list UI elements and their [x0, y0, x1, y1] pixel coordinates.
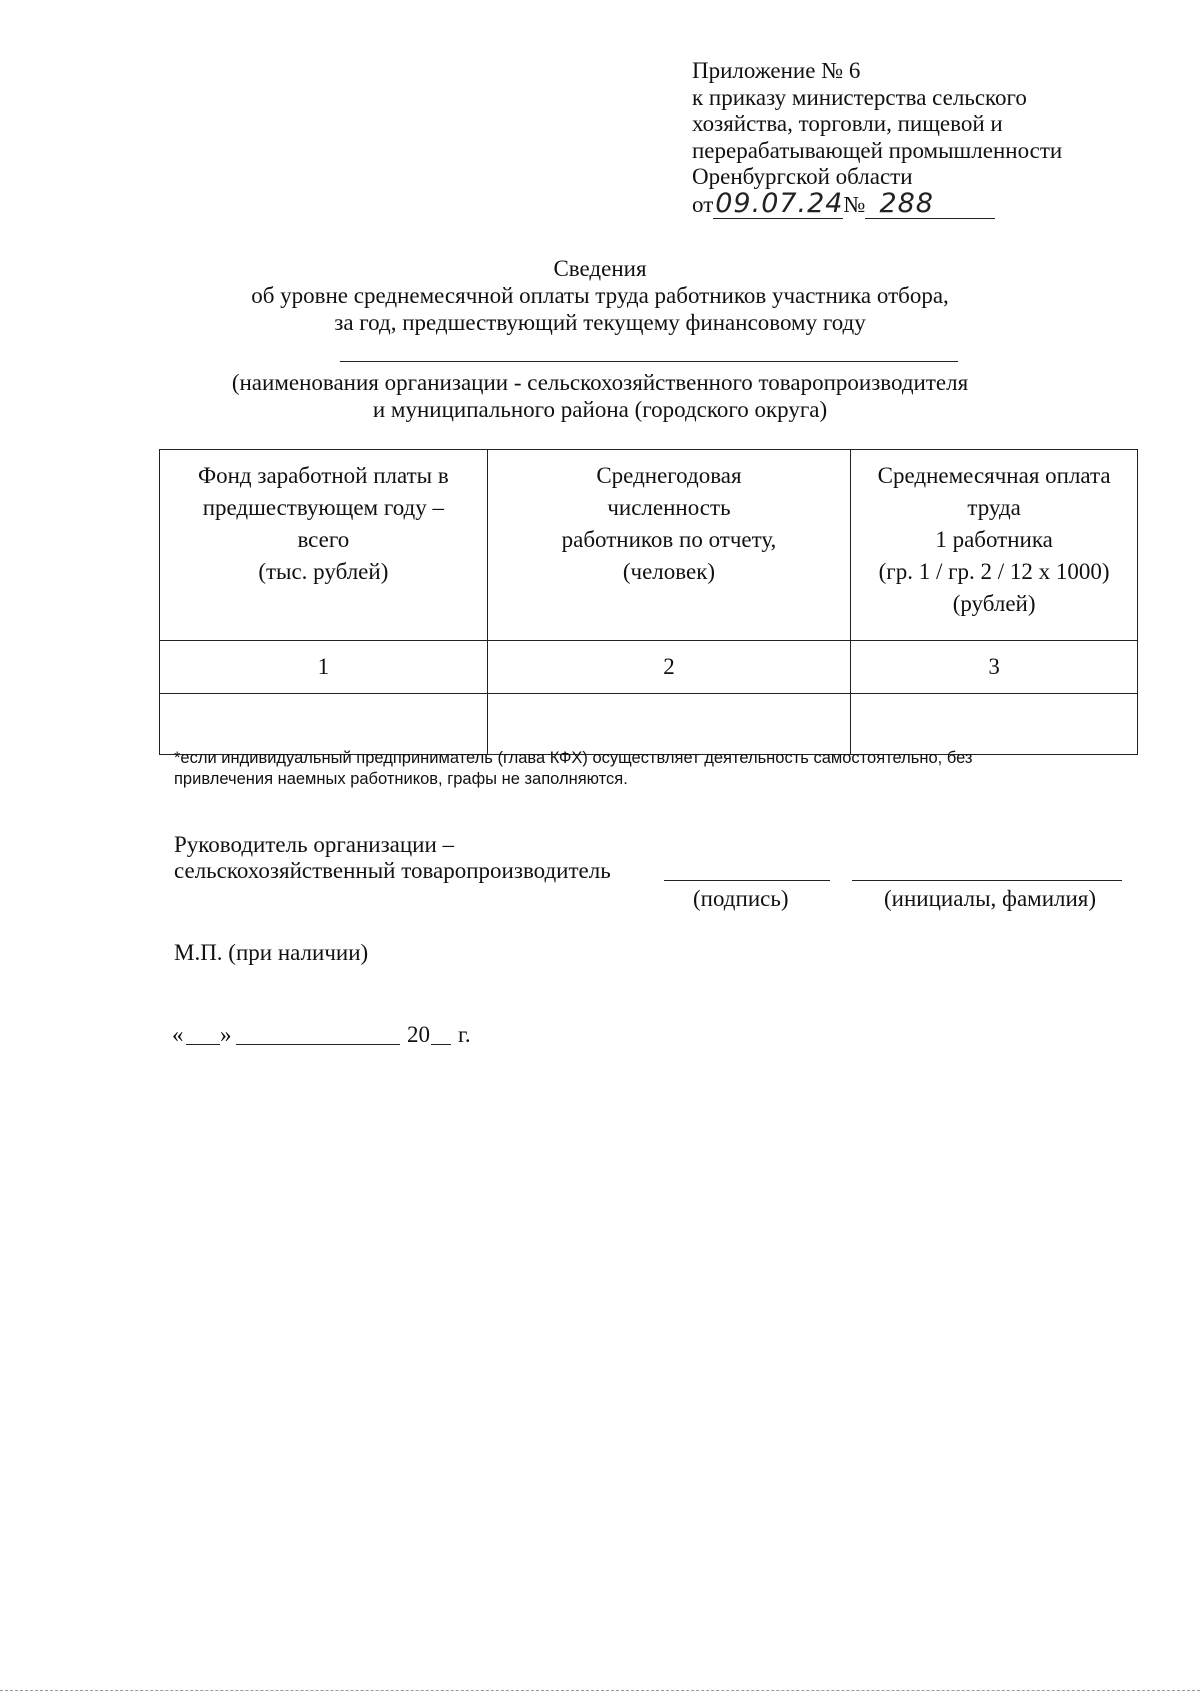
column-number: 3 [851, 641, 1138, 694]
handwritten-date: 09.07.24 [715, 187, 844, 219]
scan-edge [0, 1690, 1200, 1691]
table-cell[interactable] [160, 694, 488, 755]
organization-caption: (наименования организации - сельскохозяйственного товаропроизводителя [231, 370, 969, 395]
table-cell[interactable] [851, 694, 1138, 755]
table-cell[interactable] [487, 694, 851, 755]
header-cell-average-pay: Среднемесячная оплата труда 1 работника (гр. 1 / гр. 2 / 12 x 1000) (рублей) [851, 450, 1138, 641]
footnote-line: *если индивидуальный предприниматель (глава КФХ) осуществляет деятельность самостоятельно, без [174, 749, 973, 767]
appendix-ref-line: хозяйства, торговли, пищевой и [692, 111, 1003, 136]
document-subtitle: за год, предшествующий текущему финансовому году [334, 310, 866, 335]
document-title: Сведения [553, 256, 647, 281]
date-open-quote: « [172, 1022, 184, 1047]
year-field-line[interactable] [431, 1044, 451, 1045]
name-caption: (инициалы, фамилия) [884, 886, 1097, 911]
header-cell-fund: Фонд заработной платы в предшествующем году – всего (тыс. рублей) [160, 450, 488, 641]
table-row [160, 694, 1138, 755]
signature-field-line[interactable] [664, 880, 830, 881]
name-field-line[interactable] [852, 880, 1122, 881]
year-suffix: г. [458, 1022, 471, 1047]
organization-caption: и муниципального района (городского округа) [372, 397, 828, 422]
handwritten-number: 288 [879, 187, 934, 219]
column-number: 1 [160, 641, 488, 694]
table-header-row [160, 450, 1138, 641]
footnote [174, 748, 1119, 790]
signature-caption: (подпись) [693, 886, 789, 911]
order-date-number [692, 187, 1062, 220]
header-cell-headcount: Среднегодовая численность работников по отчету, (человек) [487, 450, 851, 641]
document-subtitle: об уровне среднемесячной оплаты труда работников участника отбора, [251, 283, 949, 308]
appendix-header [692, 58, 1062, 219]
month-field-line[interactable] [236, 1044, 400, 1045]
appendix-number: Приложение № 6 [692, 58, 861, 83]
from-label: от [692, 191, 714, 217]
number-label: № [843, 191, 866, 217]
appendix-ref-line: Оренбургской области [692, 164, 913, 189]
column-number: 2 [487, 641, 851, 694]
organization-name-line [340, 361, 958, 362]
footnote-line: привлечения наемных работников, графы не заполняются. [174, 770, 628, 788]
date-close-quote: » [220, 1022, 232, 1047]
stamp-note: М.П. (при наличии) [174, 940, 369, 965]
table-row [160, 641, 1138, 694]
year-prefix: 20 [407, 1022, 430, 1047]
day-field-line[interactable] [186, 1044, 220, 1045]
appendix-ref-line: перерабатывающей промышленности [692, 137, 1063, 163]
salary-table [159, 449, 1138, 755]
signatory-title: Руководитель организации – [174, 832, 455, 857]
appendix-ref-line: к приказу министерства сельского [692, 84, 1027, 110]
signatory-title: сельскохозяйственный товаропроизводитель [174, 858, 611, 883]
